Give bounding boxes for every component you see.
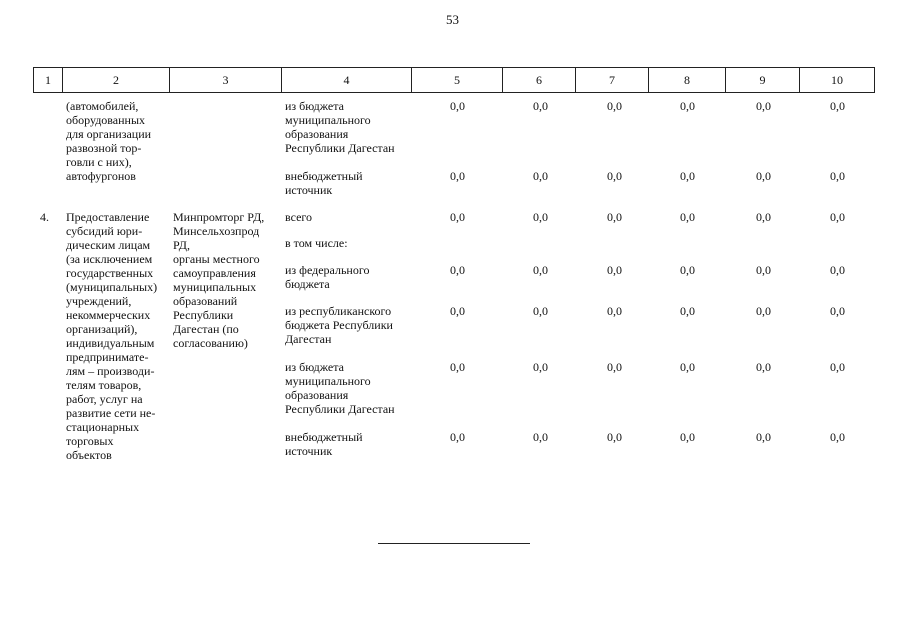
value-cell: 0,0 xyxy=(680,263,695,277)
funding-source: из федерального бюджета xyxy=(285,263,370,291)
column-header: 6 xyxy=(503,68,576,93)
value-cell: 0,0 xyxy=(680,169,695,183)
executor: Минпромторг РД, Минсельхозпрод РД, органы местного самоуправления муниципальных образований Республики Дагестан (по согласованию) xyxy=(173,210,265,350)
funding-source: из бюджета муниципального образования Республики Дагестан xyxy=(285,360,395,416)
column-header: 5 xyxy=(412,68,503,93)
value-cell: 0,0 xyxy=(533,430,548,444)
value-cell: 0,0 xyxy=(756,210,771,224)
column-header-row xyxy=(34,68,875,93)
column-header: 9 xyxy=(726,68,800,93)
value-cell: 0,0 xyxy=(680,304,695,318)
value-cell: 0,0 xyxy=(533,263,548,277)
value-cell: 0,0 xyxy=(756,360,771,374)
value-cell: 0,0 xyxy=(450,430,465,444)
value-cell: 0,0 xyxy=(756,263,771,277)
value-cell: 0,0 xyxy=(533,304,548,318)
value-cell: 0,0 xyxy=(607,169,622,183)
funding-source: внебюджетный источник xyxy=(285,430,363,458)
value-cell: 0,0 xyxy=(830,263,845,277)
value-cell: 0,0 xyxy=(607,360,622,374)
value-cell: 0,0 xyxy=(607,304,622,318)
value-cell: 0,0 xyxy=(830,304,845,318)
value-cell: 0,0 xyxy=(450,304,465,318)
column-header: 2 xyxy=(63,68,170,93)
end-of-table-rule xyxy=(378,543,530,544)
value-cell: 0,0 xyxy=(450,210,465,224)
value-cell: 0,0 xyxy=(680,430,695,444)
value-cell: 0,0 xyxy=(830,99,845,113)
value-cell: 0,0 xyxy=(680,99,695,113)
column-header: 4 xyxy=(282,68,412,93)
value-cell: 0,0 xyxy=(450,99,465,113)
value-cell: 0,0 xyxy=(756,430,771,444)
measure-name: (автомобилей, оборудованных для организации развозной тор- говли с них), автофургонов xyxy=(66,99,152,183)
funding-source-subheading: в том числе: xyxy=(285,236,348,250)
funding-source: из республиканского бюджета Республики Дагестан xyxy=(285,304,393,346)
value-cell: 0,0 xyxy=(756,304,771,318)
value-cell: 0,0 xyxy=(607,210,622,224)
column-header: 3 xyxy=(170,68,282,93)
value-cell: 0,0 xyxy=(830,360,845,374)
value-cell: 0,0 xyxy=(680,210,695,224)
value-cell: 0,0 xyxy=(533,360,548,374)
page-number: 53 xyxy=(446,12,459,27)
value-cell: 0,0 xyxy=(756,169,771,183)
value-cell: 0,0 xyxy=(607,263,622,277)
value-cell: 0,0 xyxy=(830,210,845,224)
value-cell: 0,0 xyxy=(607,430,622,444)
value-cell: 0,0 xyxy=(756,99,771,113)
value-cell: 0,0 xyxy=(830,169,845,183)
column-header: 7 xyxy=(576,68,649,93)
value-cell: 0,0 xyxy=(533,99,548,113)
value-cell: 0,0 xyxy=(533,210,548,224)
funding-source: всего xyxy=(285,210,313,224)
measure-name: Предоставление субсидий юри- дическим лицам (за исключением государственных (муниципальных) учреждений, некоммерческих организаций), индивидуальным предпринимате- лям – производи- телям товаров, работ, услуг на развитие сети не- стационарных торговых объектов xyxy=(66,210,158,462)
column-header: 10 xyxy=(800,68,875,93)
value-cell: 0,0 xyxy=(680,360,695,374)
row-number: 4. xyxy=(40,210,49,224)
column-header: 8 xyxy=(649,68,726,93)
funding-source: внебюджетный источник xyxy=(285,169,363,197)
value-cell: 0,0 xyxy=(450,263,465,277)
value-cell: 0,0 xyxy=(450,169,465,183)
column-header: 1 xyxy=(34,68,63,93)
value-cell: 0,0 xyxy=(607,99,622,113)
value-cell: 0,0 xyxy=(533,169,548,183)
column-header-table xyxy=(33,67,875,93)
value-cell: 0,0 xyxy=(450,360,465,374)
funding-source: из бюджета муниципального образования Республики Дагестан xyxy=(285,99,395,155)
value-cell: 0,0 xyxy=(830,430,845,444)
